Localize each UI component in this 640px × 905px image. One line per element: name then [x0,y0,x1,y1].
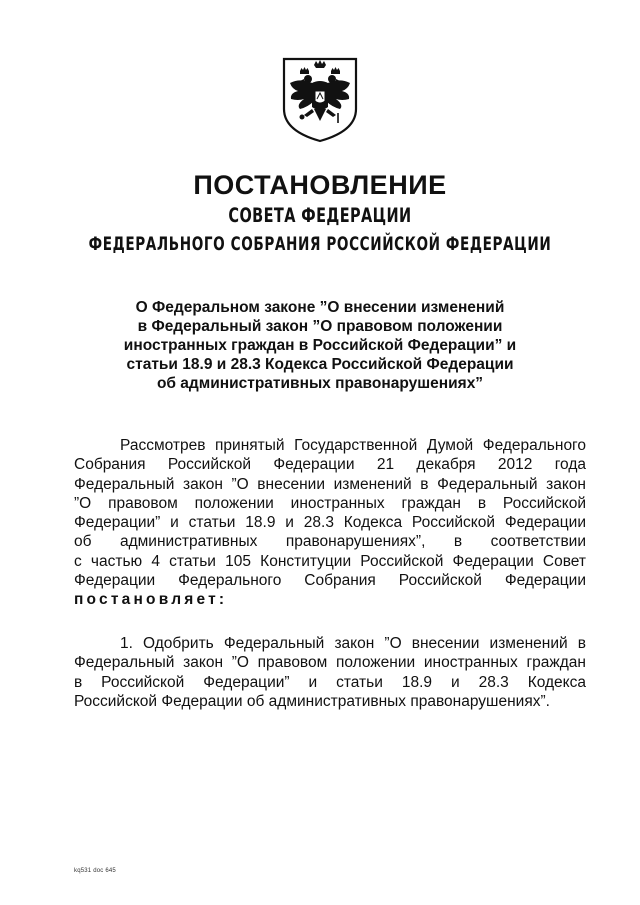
preamble-paragraph [74,436,586,610]
paragraph-line: Федеральный закон ”О правовом положении иностранных граждан [74,654,586,672]
coat-of-arms-icon [278,55,362,143]
resolves-keyword: постановляет: [74,591,228,609]
paragraph-line: Собрания Российской Федерации 21 декабря 2012 года [74,456,586,474]
paragraph-line: ”О правовом положении иностранных граждан в Российской [74,494,586,512]
subject-line: об административных правонарушениях” [156,375,484,392]
issuer-council: СОВЕТА ФЕДЕРАЦИИ [228,206,412,228]
paragraph-line: Федерации Федерального Собрания Российской Федерации [74,572,586,590]
subject-line: статьи 18.9 и 28.3 Кодекса Российской Федерации [126,356,514,373]
paragraph-line: Российской Федерации об административных правонарушениях”. [74,692,550,710]
file-code: kq531 doc 645 [74,868,116,874]
paragraph-line: с частью 4 статьи 105 Конституции Российской Федерации Совет [74,552,586,570]
document-title: ПОСТАНОВЛЕНИЕ [193,170,447,200]
subject-line: О Федеральном законе ”О внесении изменений [135,299,505,316]
paragraph-line: 1. Одобрить Федеральный закон ”О внесении изменений в [120,635,586,652]
document-subject [100,298,540,393]
resolution-item-1 [74,634,586,711]
issuer-assembly: ФЕДЕРАЛЬНОГО СОБРАНИЯ РОССИЙСКОЙ ФЕДЕРАЦИИ [88,234,552,256]
subject-line: в Федеральный закон ”О правовом положении [137,318,503,335]
subject-line: иностранных граждан в Российской Федерации” и [123,337,517,354]
paragraph-line: Рассмотрев принятый Государственной Думой Федерального [120,437,586,454]
paragraph-line: Федерации” и статьи 18.9 и 28.3 Кодекса Российской Федерации [74,514,586,532]
paragraph-line: в Российской Федерации” и статьи 18.9 и 28.3 Кодекса [74,673,586,691]
paragraph-line: об административных правонарушениях”, в соответствии [74,533,586,551]
paragraph-line: Федеральный закон ”О внесении изменений в Федеральный закон [74,475,586,493]
